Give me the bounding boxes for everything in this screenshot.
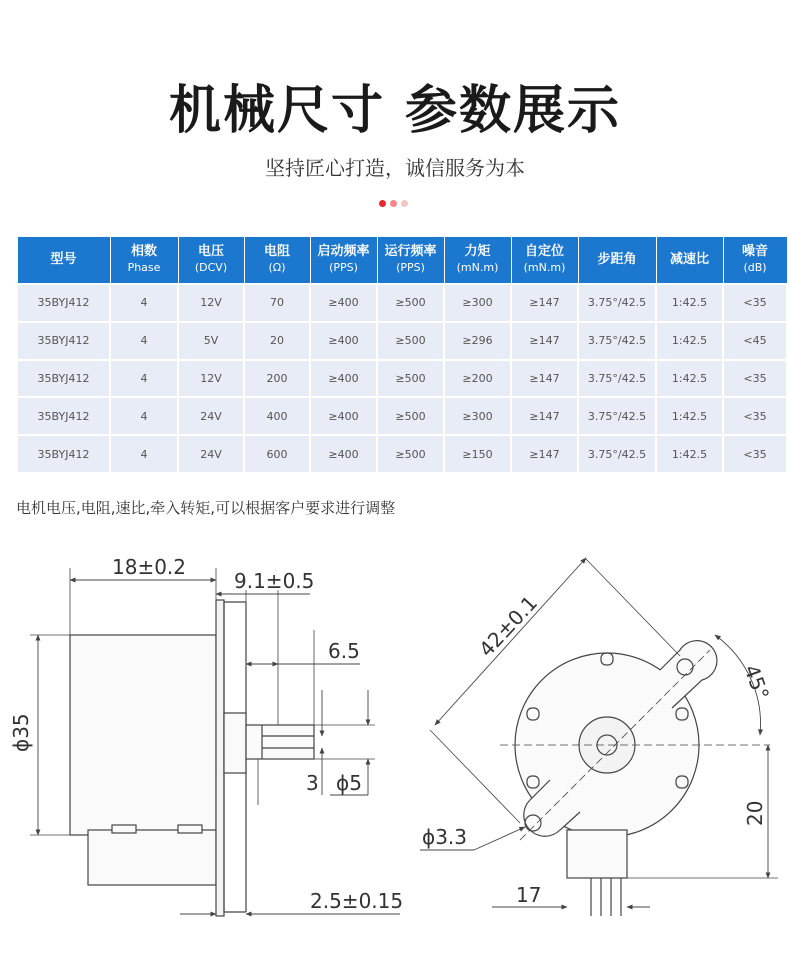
table-cell: 200 <box>244 360 310 398</box>
column-header-unit: (mN.m) <box>523 261 566 274</box>
table-cell: 12V <box>178 360 244 398</box>
table-cell: 1:42.5 <box>656 360 723 398</box>
table-cell: ≥400 <box>310 435 377 473</box>
table-cell: ≥400 <box>310 360 377 398</box>
dim-height-label: 20 <box>743 800 767 826</box>
column-header-unit: Phase <box>127 261 161 274</box>
table-cell: 4 <box>110 284 178 322</box>
dim-flange-label: 9.1±0.5 <box>234 569 315 593</box>
column-header <box>310 237 377 285</box>
table-cell: ≥147 <box>511 435 578 473</box>
table-cell: ≥147 <box>511 397 578 435</box>
spec-table <box>16 236 788 474</box>
dim-shaft-label: 6.5 <box>328 639 360 663</box>
table-cell: ≥147 <box>511 360 578 398</box>
column-header-unit: (Ω) <box>268 261 286 274</box>
table-cell: 3.75°/42.5 <box>578 360 656 398</box>
table-cell: 3.75°/42.5 <box>578 322 656 360</box>
table-cell: 1:42.5 <box>656 435 723 473</box>
column-header-label: 型号 <box>50 252 77 267</box>
table-cell: 35BYJ412 <box>17 435 110 473</box>
spec-header-row <box>17 237 787 285</box>
table-cell: ≥400 <box>310 284 377 322</box>
table-cell: <45 <box>723 322 787 360</box>
table-cell: ≥500 <box>377 360 444 398</box>
column-header <box>511 237 578 285</box>
table-cell: ≥300 <box>444 284 511 322</box>
table-cell: 5V <box>178 322 244 360</box>
table-cell: 20 <box>244 322 310 360</box>
mechanical-drawing <box>0 530 790 966</box>
column-header-unit: (dB) <box>743 261 767 274</box>
column-header <box>578 237 656 285</box>
page-subtitle: 坚持匠心打造，诚信服务为本 <box>265 156 525 180</box>
dim-mount-label: 42±0.1 <box>474 590 543 662</box>
column-header-unit: (PPS) <box>396 261 425 274</box>
table-row <box>17 435 787 473</box>
table-cell: ≥400 <box>310 322 377 360</box>
table-cell: 4 <box>110 360 178 398</box>
dim-thickness-label: 2.5±0.15 <box>310 889 404 913</box>
table-cell: <35 <box>723 284 787 322</box>
table-cell: 1:42.5 <box>656 322 723 360</box>
dot-light-pink <box>401 200 408 207</box>
column-header-label: 运行频率 <box>384 244 437 259</box>
table-cell: <35 <box>723 397 787 435</box>
table-row <box>17 397 787 435</box>
shaft <box>246 725 314 759</box>
dim-connector-label: 17 <box>516 883 542 907</box>
table-cell: ≥147 <box>511 322 578 360</box>
column-header <box>17 237 110 285</box>
column-header-label: 相数 <box>130 244 157 259</box>
dim-angle-label: 45° <box>739 661 774 704</box>
table-cell: ≥500 <box>377 435 444 473</box>
table-cell: 35BYJ412 <box>17 360 110 398</box>
table-cell: 24V <box>178 397 244 435</box>
table-cell: ≥500 <box>377 284 444 322</box>
column-header-unit: (DCV) <box>194 261 228 274</box>
table-cell: 35BYJ412 <box>17 284 110 322</box>
dim-diameter-label: ϕ35 <box>9 713 33 752</box>
column-header-label: 力矩 <box>464 244 491 259</box>
table-cell: 4 <box>110 397 178 435</box>
table-row <box>17 360 787 398</box>
table-cell: ≥400 <box>310 397 377 435</box>
dim-shaft-dia-label: ϕ5 <box>336 771 362 795</box>
table-cell: <35 <box>723 360 787 398</box>
shaft-boss <box>224 713 246 773</box>
front-view <box>420 558 778 916</box>
table-cell: 35BYJ412 <box>17 397 110 435</box>
column-header <box>110 237 178 285</box>
table-cell: <35 <box>723 435 787 473</box>
column-header <box>377 237 444 285</box>
table-cell: 1:42.5 <box>656 284 723 322</box>
column-header <box>723 237 787 285</box>
table-row <box>17 284 787 322</box>
motor-body <box>70 635 216 835</box>
table-cell: ≥150 <box>444 435 511 473</box>
column-header <box>178 237 244 285</box>
adjust-note: 电机电压,电阻,速比,牵入转矩,可以根据客户要求进行调整 <box>16 499 396 517</box>
column-header-label: 噪音 <box>741 244 768 259</box>
gearbox <box>88 830 216 885</box>
dim-hole-label: ϕ3.3 <box>422 825 467 849</box>
table-cell: 1:42.5 <box>656 397 723 435</box>
table-cell: 4 <box>110 435 178 473</box>
table-cell: 400 <box>244 397 310 435</box>
flange <box>216 600 224 916</box>
dim-flat-label: 3 <box>306 771 319 795</box>
column-header-label: 电阻 <box>263 244 290 259</box>
connector <box>567 830 627 878</box>
page-title: 机械尺寸 参数展示 <box>168 81 622 141</box>
table-cell: 3.75°/42.5 <box>578 435 656 473</box>
dim-length-label: 18±0.2 <box>112 555 187 579</box>
dot-red <box>379 200 386 207</box>
table-cell: ≥500 <box>377 322 444 360</box>
table-row <box>17 322 787 360</box>
table-cell: ≥300 <box>444 397 511 435</box>
table-cell: 70 <box>244 284 310 322</box>
column-header <box>656 237 723 285</box>
table-cell: 24V <box>178 435 244 473</box>
column-header-label: 步距角 <box>597 252 637 267</box>
column-header-label: 减速比 <box>669 252 709 267</box>
column-header-label: 启动频率 <box>317 244 370 259</box>
table-cell: ≥200 <box>444 360 511 398</box>
table-cell: 35BYJ412 <box>17 322 110 360</box>
table-cell: 3.75°/42.5 <box>578 284 656 322</box>
table-cell: ≥296 <box>444 322 511 360</box>
table-cell: 3.75°/42.5 <box>578 397 656 435</box>
column-header-label: 电压 <box>197 244 224 259</box>
column-header-unit: (PPS) <box>329 261 358 274</box>
column-header-label: 自定位 <box>524 244 564 259</box>
table-cell: 600 <box>244 435 310 473</box>
table-cell: ≥500 <box>377 397 444 435</box>
column-header <box>244 237 310 285</box>
column-header-unit: (mN.m) <box>456 261 499 274</box>
table-cell: 4 <box>110 322 178 360</box>
table-cell: 12V <box>178 284 244 322</box>
side-view <box>30 568 400 916</box>
dot-pink <box>390 200 397 207</box>
column-header <box>444 237 511 285</box>
table-cell: ≥147 <box>511 284 578 322</box>
